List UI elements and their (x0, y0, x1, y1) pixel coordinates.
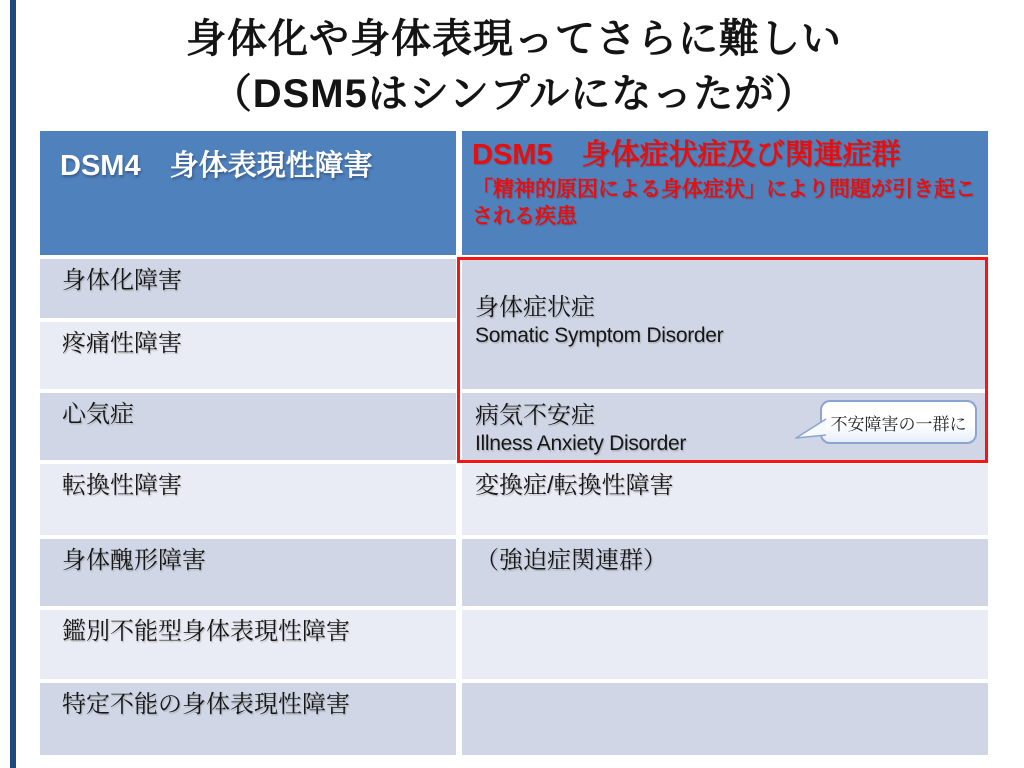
dsm4-cell-somatoform-nos: 特定不能の身体表現性障害 (40, 683, 456, 755)
somatic-symptom-jp: 身体症状症 (475, 294, 595, 321)
header-cell-dsm5 (462, 131, 988, 255)
dsm5-cell-empty-1 (462, 610, 988, 679)
dsm4-cell-somatization-disorder: 身体化障害 (40, 259, 456, 318)
illness-anxiety-jp: 病気不安症 (475, 402, 595, 429)
dsm5-cell-conversion-disorder: 変換症/転換性障害 (462, 464, 988, 535)
slide-title-line1: 身体化や身体表現ってさらに難しい (186, 17, 842, 61)
dsm-comparison-table (40, 131, 988, 755)
dsm4-cell-undifferentiated-somatoform: 鑑別不能型身体表現性障害 (40, 610, 456, 679)
dsm4-cell-body-dysmorphic-disorder: 身体醜形障害 (40, 539, 456, 606)
header-cell-dsm4: DSM4 身体表現性障害 (40, 131, 456, 255)
dsm4-cell-pain-disorder: 疼痛性障害 (40, 322, 456, 389)
illness-anxiety-en: Illness Anxiety Disorder (475, 432, 687, 455)
left-accent-bar (10, 0, 16, 768)
header-dsm5-title: DSM5 身体症状症及び関連症群 (472, 139, 901, 171)
callout-tail-icon (792, 415, 828, 443)
dsm5-cell-ocd-related: （強迫症関連群） (462, 539, 988, 606)
slide-title-line2: （DSM5はシンプルになったが） (211, 72, 817, 116)
slide-title (40, 12, 988, 122)
dsm5-cell-empty-2 (462, 683, 988, 755)
callout-text: 不安障害の一群に (830, 414, 967, 434)
header-dsm5-subtitle: 「精神的原因による身体症状」により問題が引き起こされる疾患 (472, 178, 976, 228)
callout-bubble (820, 400, 977, 444)
somatic-symptom-en: Somatic Symptom Disorder (475, 324, 724, 347)
dsm4-cell-hypochondriasis: 心気症 (40, 393, 456, 460)
dsm5-cell-somatic-symptom-disorder (462, 259, 988, 389)
dsm4-cell-conversion-disorder: 転換性障害 (40, 464, 456, 535)
